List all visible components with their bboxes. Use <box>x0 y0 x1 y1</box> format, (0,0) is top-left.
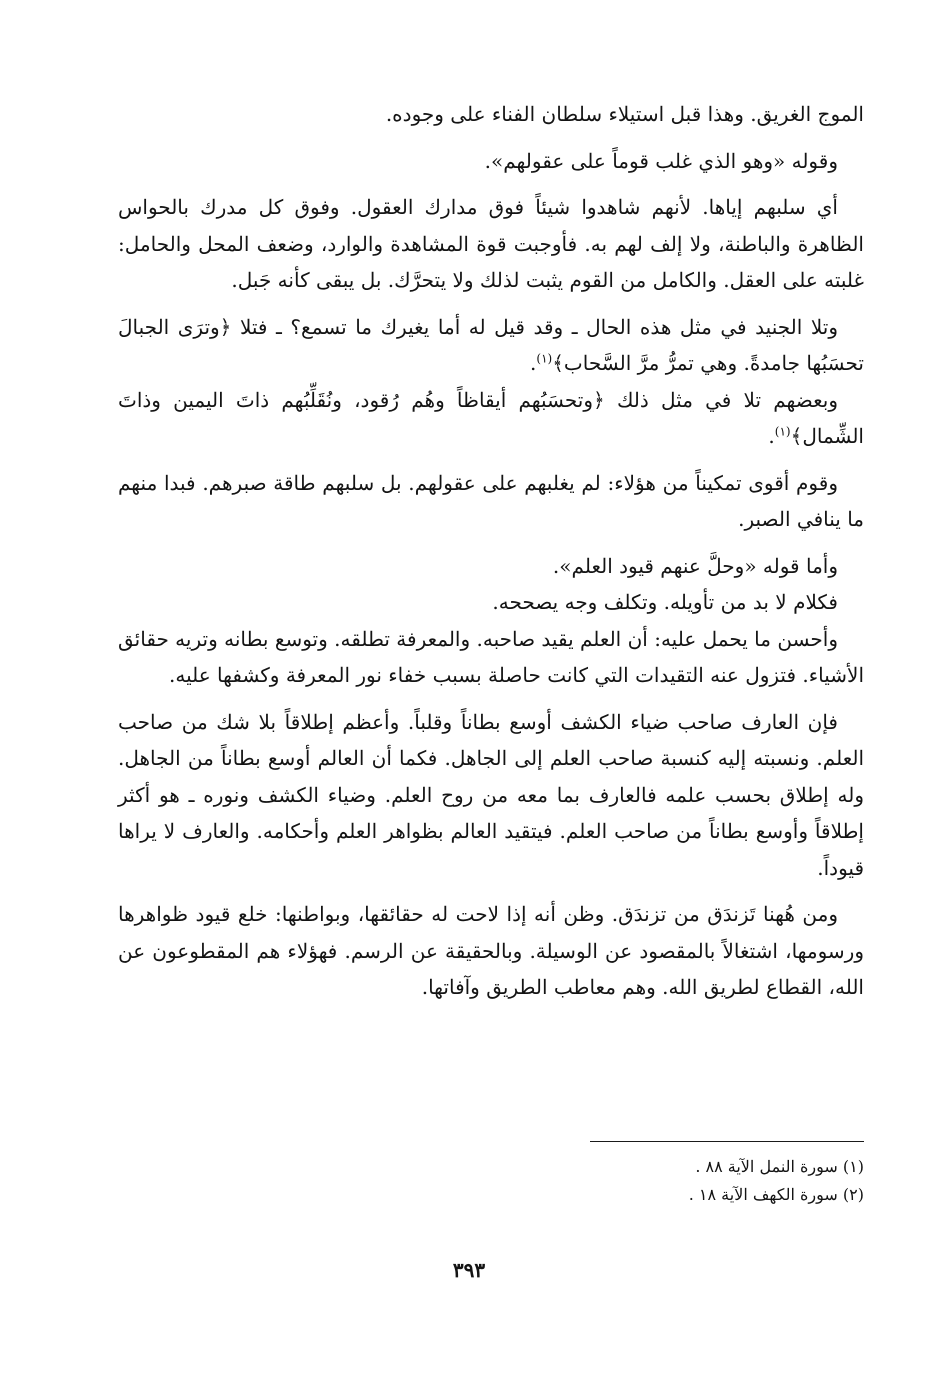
paragraph-3: أي سلبهم إياها. لأنهم شاهدوا شيئاً فوق مدارك العقول. وفوق كل مدرك بالحواس الظاهرة والباطنة، ولا إلف لهم به. فأوجبت قوة المشاهدة والوارد، وضعف المحل والحامل: غلبته على العقل. والكامل من القوم يثبت لذلك ولا يتحرَّك. بل يبقى كأنه جَبل. <box>118 195 864 292</box>
paragraph-9: وأحسن ما يحمل عليه: أن العلم يقيد صاحبه. والمعرفة تطلقه. وتوسع بطانه وتريه حقائق الأشياء. فتزول عنه التقيدات التي كانت حاصلة بسبب خفاء نور المعرفة وكشفها عليه. <box>118 626 864 687</box>
footnote-1: (١) سورة النمل الآية ٨٨ . <box>695 1157 864 1176</box>
footnote-ref-2: (١) <box>774 424 791 439</box>
footnote-divider <box>590 1141 864 1142</box>
page-number: ٣٩٣ <box>452 1258 486 1282</box>
footnote-ref-1: (١) <box>536 351 553 366</box>
paragraph-5-end: . <box>768 424 775 448</box>
paragraph-10: فإن العارف صاحب ضياء الكشف أوسع بطاناً وقلباً. وأعظم إطلاقاً بلا شك من صاحب العلم. ونسبته إليه كنسبة صاحب العلم إلى الجاهل. فكما أن العالم أوسع بطاناً من الجاهل. وله إطلاق بحسب علمه فالعارف بما معه من روح العلم. وضياء الكشف ونوره ـ هو أكثر إطلاقاً وأوسع بطاناً من صاحب العلم. فيتقيد العالم بظواهر العلم وأحكامه. والعارف لا يراها قيوداً. <box>118 709 864 880</box>
paragraph-1: الموج الغريق. وهذا قبل استيلاء سلطان الفناء على وجوده. <box>385 102 864 126</box>
footnote-2: (٢) سورة الكهف الآية ١٨ . <box>688 1185 864 1204</box>
footnotes-block <box>500 1153 864 1209</box>
paragraph-8: فكلام لا بد من تأويله. وتكلف وجه يصححه. <box>492 590 838 614</box>
paragraph-7: وأما قوله «وحلَّ عنهم قيود العلم». <box>552 553 838 578</box>
paragraph-5 <box>118 382 864 455</box>
paragraph-4 <box>118 309 864 382</box>
paragraph-2: وقوله «وهو الذي غلب قوماً على عقولهم». <box>484 148 838 173</box>
paragraph-4-end: . <box>530 351 537 375</box>
paragraph-4-text: وتلا الجنيد في مثل هذه الحال ـ وقد قيل له أما يغيرك ما تسمع؟ ـ فتلا ﴿وترَى الجبالَ تحسَبُها جامدةً. وهي تمرُّ مرَّ السَّحاب﴾ <box>118 314 864 375</box>
paragraph-11: ومن هُهنا تَزندَق من تزندَق. وظن أنه إذا لاحت له حقائقها، وبواطنها: خلع قيود ظواهرها ورسومها، اشتغالاً بالمقصود عن الوسيلة. وبالحقيقة عن الرسم. فهؤلاء هم المقطوعون عن الله، القطاع لطريق الله. وهم معاطب الطريق وآفاتها. <box>118 902 864 999</box>
paragraph-5-text: وبعضهم تلا في مثل ذلك ﴿وتحسَبُهم أيقاظاً وهُم رُقود، ونُقَلِّبُهم ذاتَ اليمين وذاتَ الشِّمال﴾ <box>118 387 864 448</box>
main-text-block <box>118 96 864 1006</box>
paragraph-6: وقوم أقوى تمكيناً من هؤلاء: لم يغلبهم على عقولهم. بل سلبهم طاقة صبرهم. فبدا منهم ما ينافي الصبر. <box>118 470 864 531</box>
